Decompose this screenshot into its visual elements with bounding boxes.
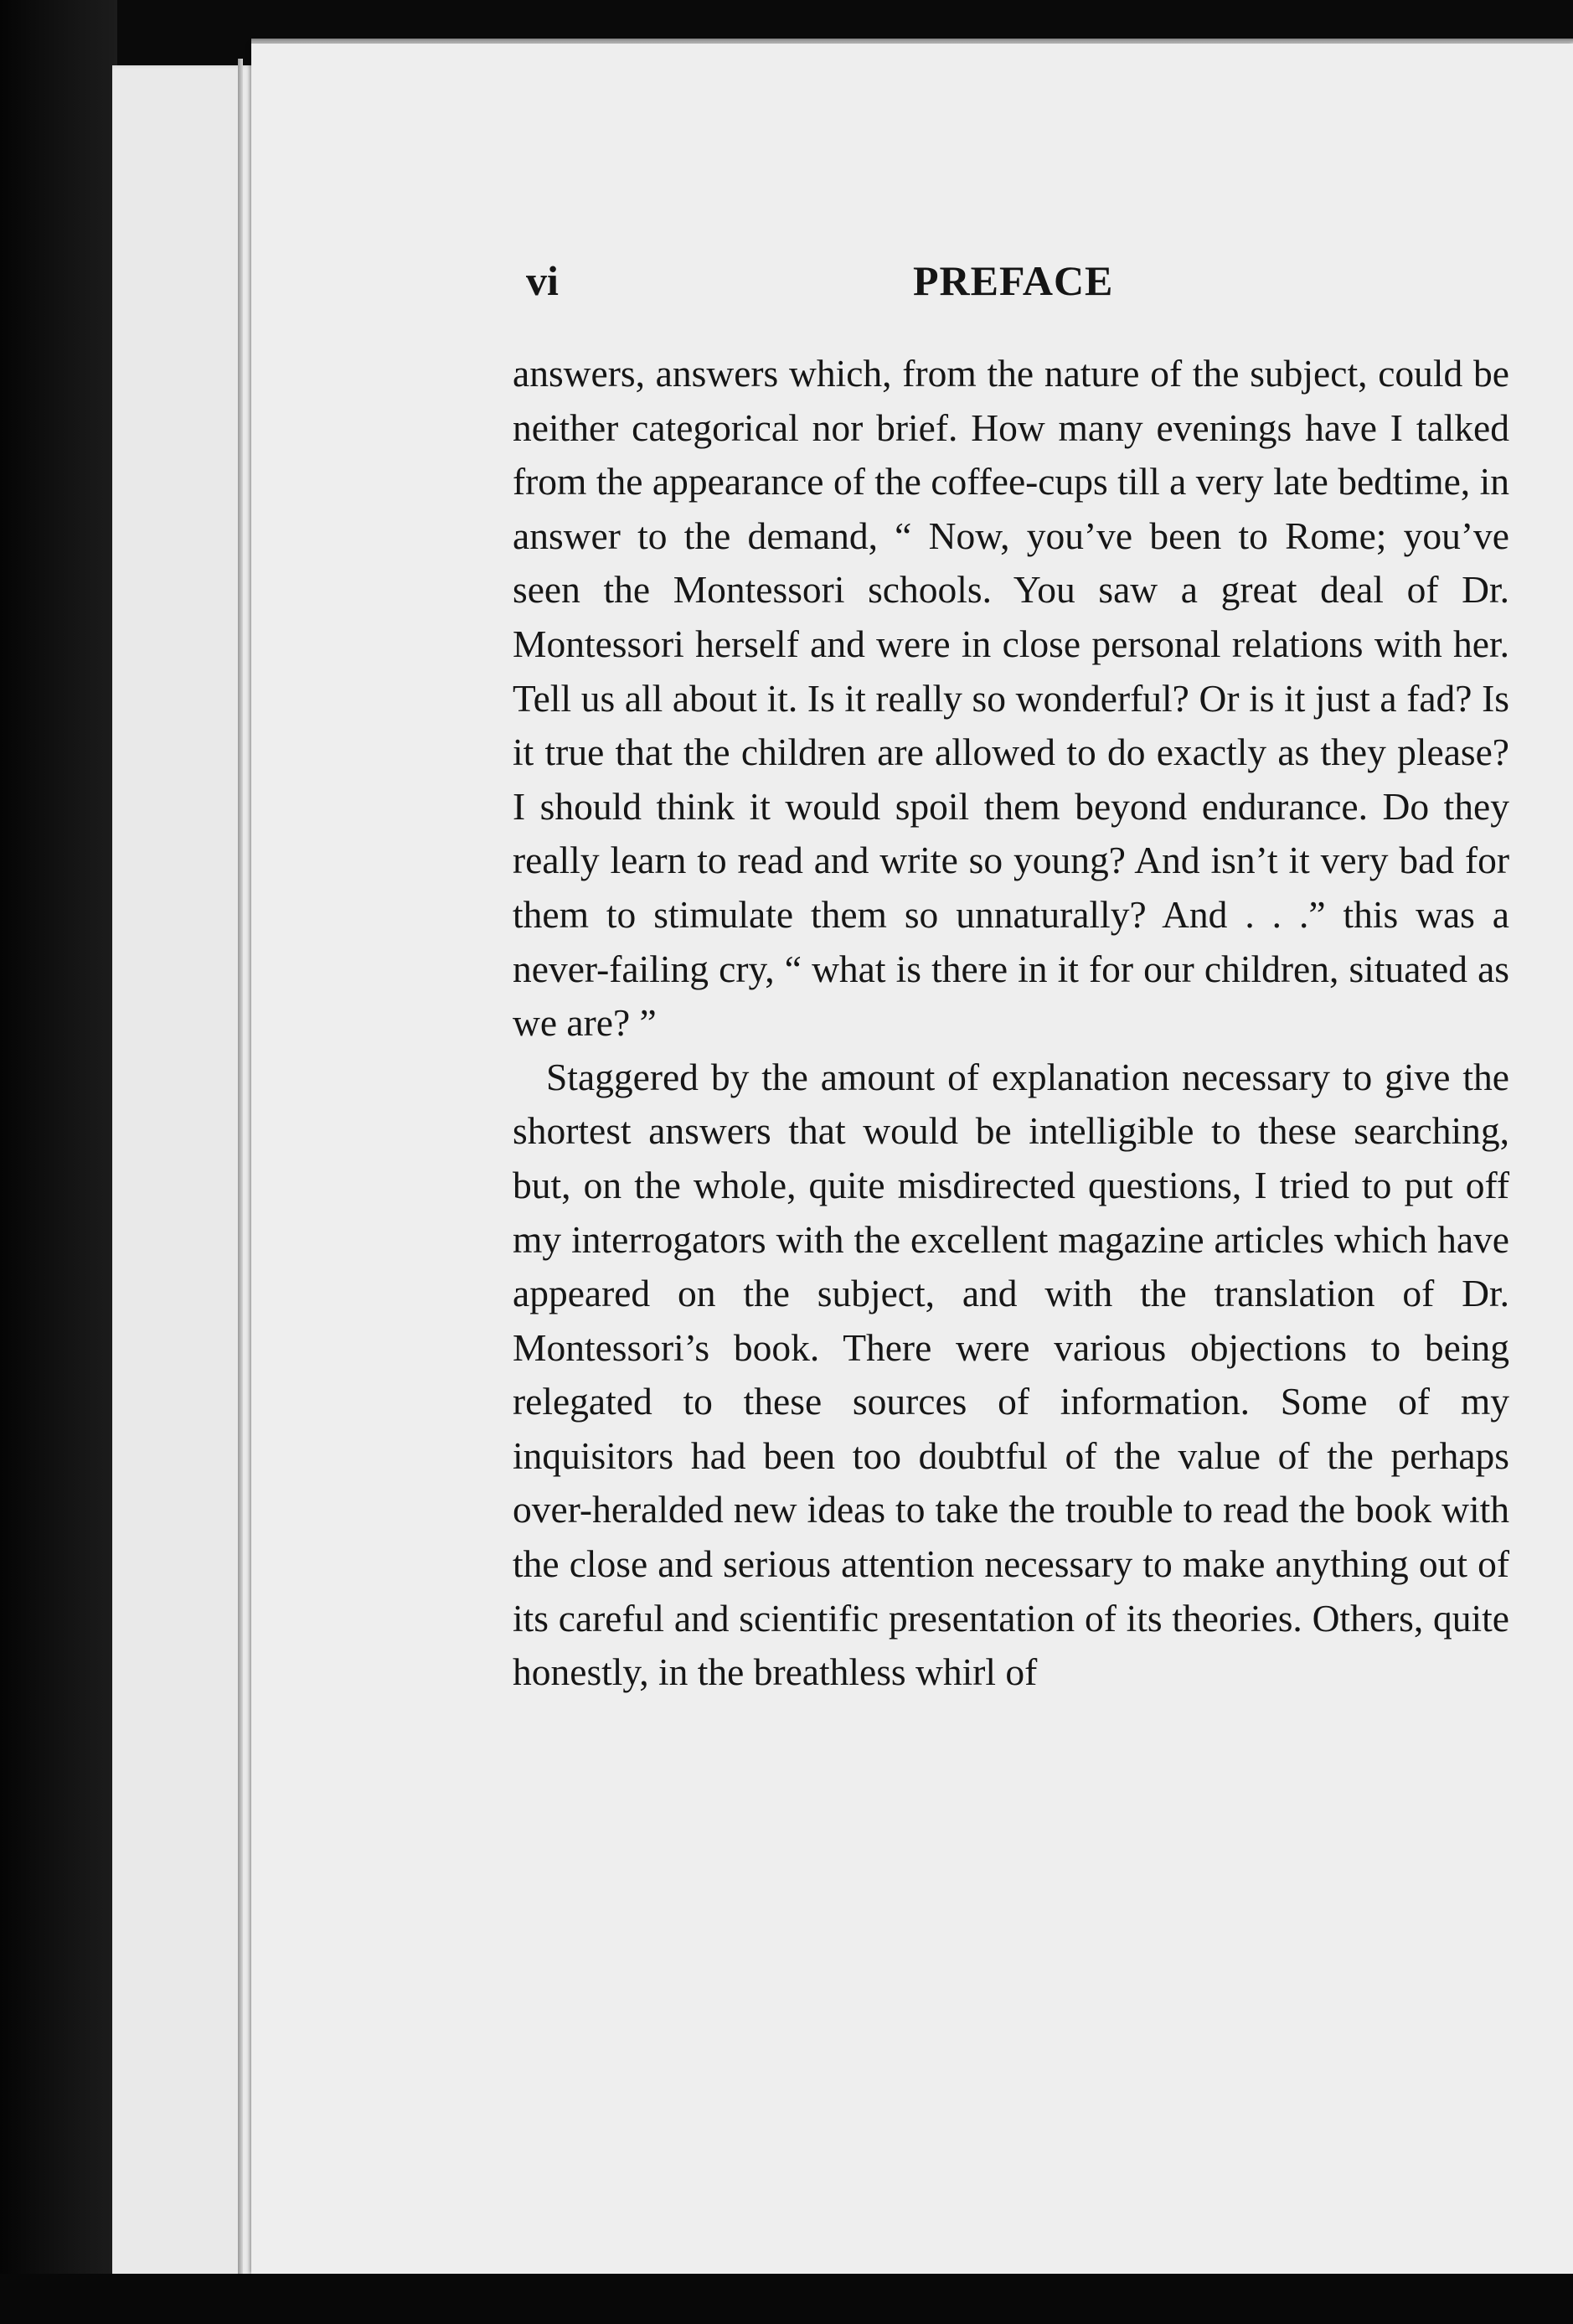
book-gutter xyxy=(238,59,243,2279)
running-head: PREFACE xyxy=(913,257,1114,304)
paragraph-continued: answers, answers which, from the nature of the subject, could be neither categorical nor brief. How many evenings have I talked from the appearance of the coffee-cups till a very late bedtime, in answer to the demand, “ Now, you’ve been to Rome; you’ve seen the Montessori schools. You saw a great deal of Dr. Montessori herself and were in close personal relations with her. Tell us all about it. Is it really so wonderful? Or is it just a fad? Is it true that the children are allowed to do exactly as they please? I should think it would spoil them beyond endurance. Do they really learn to read and write so young? And isn’t it very bad for them to stimulate them so unnaturally? And . . .” this was a never-failing cry, “ what is there in it for our children, situated as we are? ” xyxy=(513,352,1509,1045)
scan-bottom-margin xyxy=(0,2274,1573,2324)
page-header xyxy=(526,256,1489,323)
page-body xyxy=(513,347,1509,1700)
paragraph: Staggered by the amount of explanation necessary to give the shortest answers that would be intelligible to these searching, but, on the whole, quite misdirected questions, I tried to put off my interrogators with the excellent magazine articles which have appeared on the subject, and with the translation of Dr. Montessori’s book. There were various objections to being relegated to these sources of information. Some of my inquisitors had been too doubtful of the value of the perhaps over-heralded new ideas to take the trouble to read the book with the close and serious attention necessary to make anything out of its careful and scientific presentation of its theories. Others, quite honestly, in the breathless whirl of xyxy=(513,1055,1509,1694)
page-number: vi xyxy=(526,257,559,304)
scan-left-margin xyxy=(0,0,117,2324)
